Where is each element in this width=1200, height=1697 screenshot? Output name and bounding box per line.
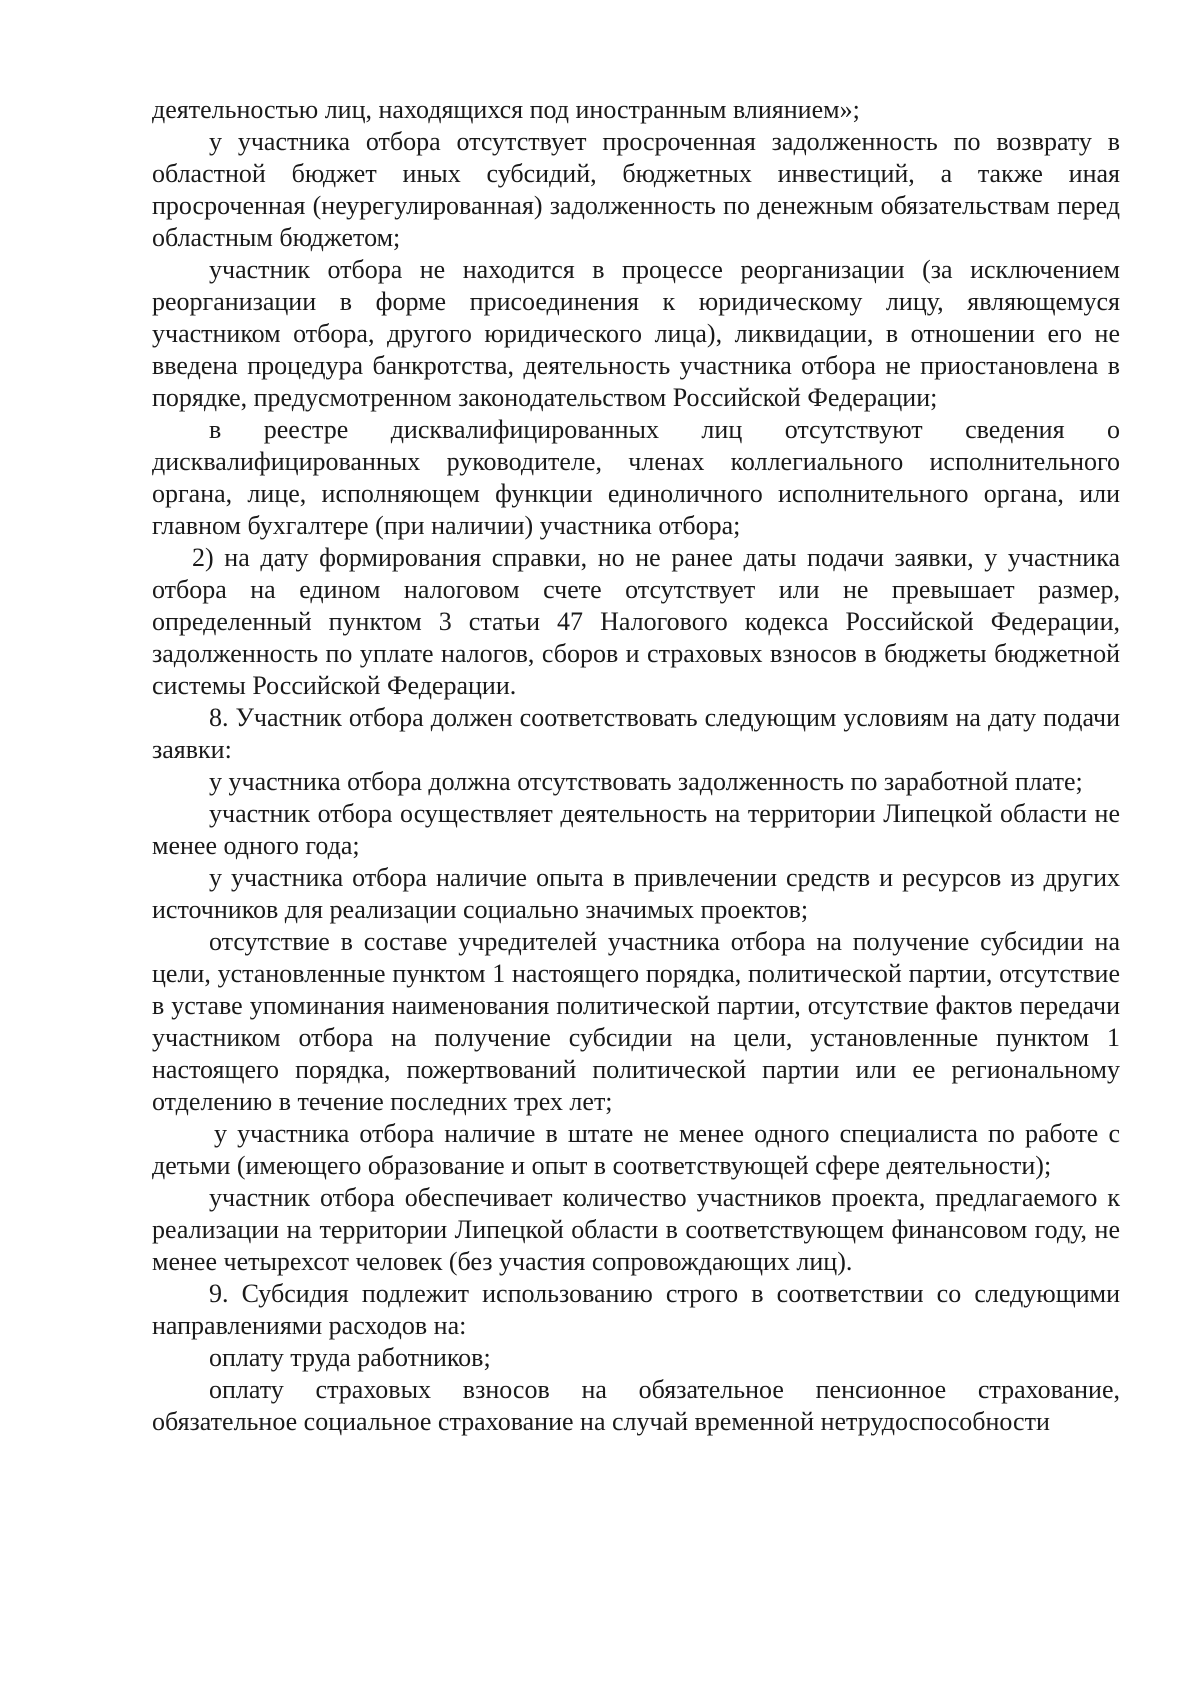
paragraph-disqualified-registry: в реестре дисквалифицированных лиц отсутствуют сведения о дисквалифицированных руководителе, членах коллегиального исполнительного органа, лице, исполняющем функции единоличного исполнительного органа, или главном бухгалтере (при наличии) участника отбора; — [152, 415, 1120, 540]
paragraph-item-8: 8. Участник отбора должен соответствовать следующим условиям на дату подачи заявки: — [152, 703, 1120, 764]
paragraph-activity-region: участник отбора осуществляет деятельность на территории Липецкой области не менее одного года; — [152, 799, 1120, 860]
paragraph-tax-debt: 2) на дату формирования справки, но не ранее даты подачи заявки, у участника отбора на едином налоговом счете отсутствует или не превышает размер, определенный пунктом 3 статьи 47 Налогового кодекса Российской Федерации, задолженность по уплате налогов, сборов и страховых взносов в бюджеты бюджетной системы Российской Федерации. — [152, 543, 1120, 700]
paragraph-experience: у участника отбора наличие опыта в привлечении средств и ресурсов из других источников для реализации социально значимых проектов; — [152, 863, 1120, 924]
paragraph-political-party: отсутствие в составе учредителей участника отбора на получение субсидии на цели, установленные пунктом 1 настоящего порядка, политической партии, отсутствие в уставе упоминания наименования политической партии, отсутствие фактов передачи участником отбора на получение субсидии на цели, установленные пунктом 1 настоящего порядка, пожертвований политической партии или ее региональному отделению в течение последних трех лет; — [152, 927, 1120, 1116]
paragraph-item-9: 9. Субсидия подлежит использованию строго в соответствии со следующими направлениями расходов на: — [152, 1279, 1120, 1340]
paragraph-wages: оплату труда работников; — [209, 1343, 491, 1372]
paragraph-insurance: оплату страховых взносов на обязательное пенсионное страхование, обязательное социальное страхование на случай временной нетрудоспособности — [152, 1375, 1120, 1436]
paragraph-continuation: деятельностью лиц, находящихся под иностранным влиянием»; — [152, 95, 860, 124]
paragraph-salary-debt: у участника отбора должна отсутствовать задолженность по заработной плате; — [209, 767, 1083, 796]
paragraph-no-overdue-debt: у участника отбора отсутствует просроченная задолженность по возврату в областной бюджет иных субсидий, бюджетных инвестиций, а также иная просроченная (неурегулированная) задолженность по денежным обязательствам перед областным бюджетом; — [152, 127, 1120, 252]
paragraph-no-reorganization: участник отбора не находится в процессе реорганизации (за исключением реорганизации в форме присоединения к юридическому лицу, являющемуся участником отбора, другого юридического лица), ликвидации, в отношении его не введена процедура банкротства, деятельность участника отбора не приостановлена в порядке, предусмотренном законодательством Российской Федерации; — [152, 255, 1120, 412]
document-page — [152, 94, 1120, 1438]
paragraph-participants-count: участник отбора обеспечивает количество участников проекта, предлагаемого к реализации на территории Липецкой области в соответствующем финансовом году, не менее четырехсот человек (без участия сопровождающих лиц). — [152, 1183, 1120, 1276]
paragraph-specialist: у участника отбора наличие в штате не менее одного специалиста по работе с детьми (имеющего образование и опыт в соответствующей сфере деятельности); — [152, 1119, 1120, 1180]
